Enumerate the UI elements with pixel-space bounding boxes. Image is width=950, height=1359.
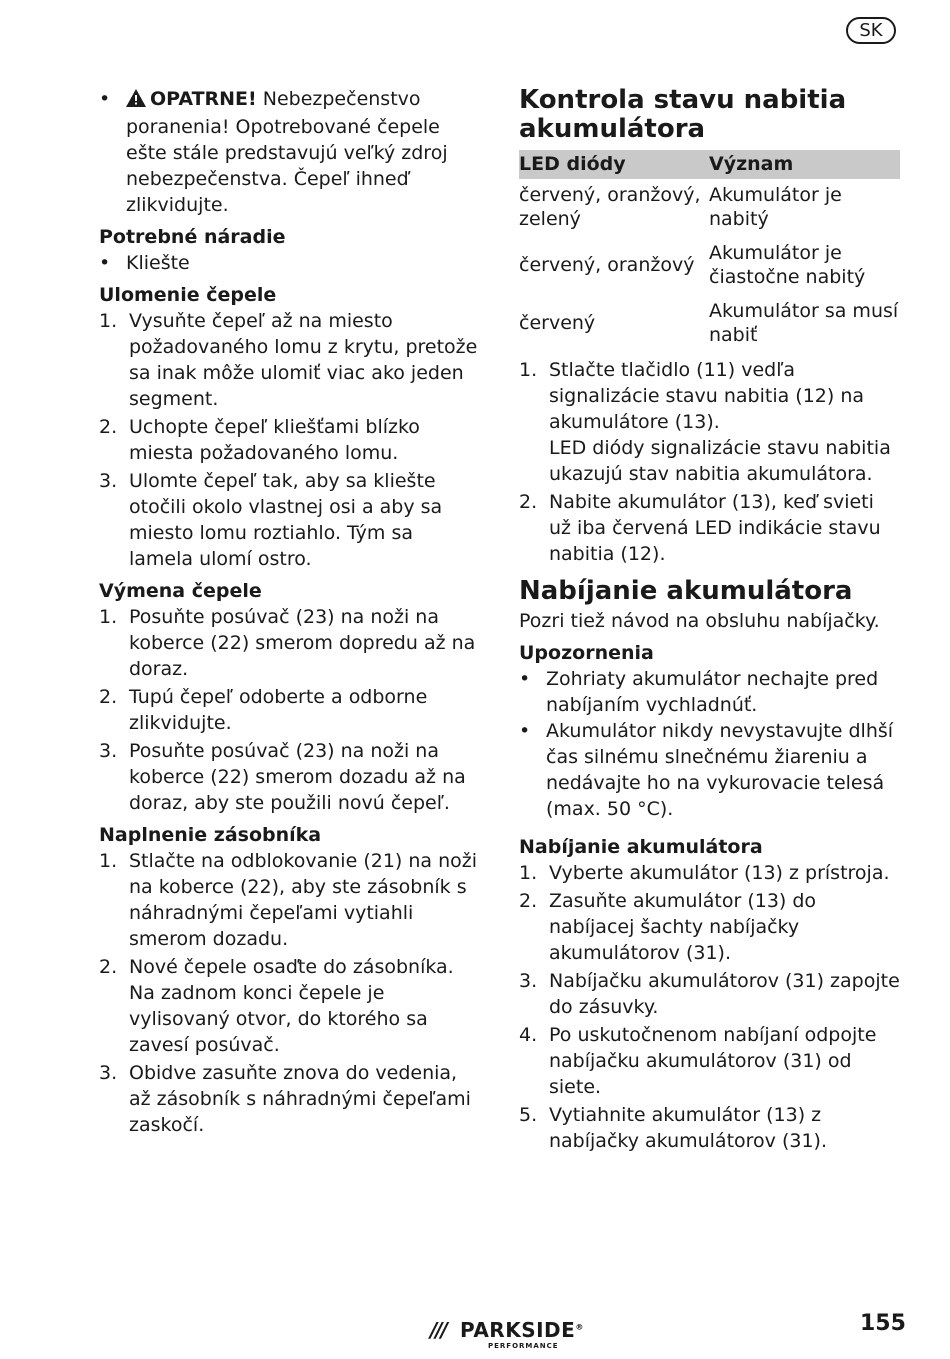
logo-slashes: ///: [430, 1318, 446, 1342]
charging-heading: Nabíjanie akumulátora: [519, 576, 853, 606]
notes-heading: Upozornenia: [519, 642, 654, 664]
fill-magazine-heading: Naplnenie zásobníka: [99, 824, 322, 846]
charge-check-step: 2. Nabite akumulátor (13), keď svieti už iba červená LED indikácie stavu nabitia (12).: [519, 491, 881, 565]
charging-intro: Pozri tiež návod na obsluhu nabíjačky.: [519, 610, 880, 632]
charging-step: 4. Po uskutočnenom nabíjaní odpojte nabíjačku akumulátorov (31) od siete.: [519, 1024, 877, 1098]
charge-check-heading: Kontrola stavu nabitia akumulátora: [519, 85, 847, 144]
warning-text: Nebezpečenstvo poranenia! Opotrebované čepele ešte stále predstavujú veľký zdroj nebezpečenstva. Čepeľ ihneď zlikvidujte.: [126, 88, 448, 216]
warning-bullet: [99, 86, 480, 218]
break-step: 3. Ulomte čepeľ tak, aby sa kliešte otočili okolo vlastnej osi a aby sa miesto lomu roztiahlo. Tým sa lamela ulomí ostro.: [99, 470, 443, 570]
charging-step: 5. Vytiahnite akumulátor (13) z nabíjačky akumulátorov (31).: [519, 1104, 827, 1152]
charging-step: 3. Nabíjačku akumulátorov (31) zapojte do zásuvky.: [519, 970, 900, 1018]
charging-step: 1. Vyberte akumulátor (13) z prístroja.: [519, 862, 890, 884]
led-table-cell: Akumulátor je čiastočne nabitý: [709, 242, 866, 288]
fill-step: 2. Nové čepele osaďte do zásobníka. Na zadnom konci čepele je vylisovaný otvor, do ktorého sa zavesí posúvač.: [99, 956, 454, 1056]
break-step: 2. Uchopte čepeľ kliešťami blízko miesta požadovaného lomu.: [99, 416, 420, 464]
charge-check-step: 1. Stlačte tlačidlo (11) vedľa signalizácie stavu nabitia (12) na akumulátore (13). LED diódy signalizácie stavu nabitia ukazujú stav nabitia akumulátora.: [519, 357, 900, 487]
break-step: 1. Vysuňte čepeľ až na miesto požadovaného lomu z krytu, pretože sa inak môže ulomiť viac ako jeden segment.: [99, 310, 478, 410]
fill-step: 1. Stlačte na odblokovanie (21) na noži na koberce (22), aby ste zásobník s náhradnými čepeľami vytiahli smerom dozadu.: [99, 850, 478, 950]
led-table-header: [519, 150, 900, 179]
left-column: [99, 86, 480, 1140]
tools-item: • Kliešte: [99, 252, 190, 274]
led-table-row: [519, 179, 900, 237]
charge-check-note: LED diódy signalizácie stavu nabitia ukazujú stav nabitia akumulátora.: [549, 437, 891, 485]
logo-tagline: PERFORMANCE: [488, 1342, 559, 1350]
fill-step: 3. Obidve zasuňte znova do vedenia, až zásobník s náhradnými čepeľami zaskočí.: [99, 1062, 471, 1136]
note-item: • Akumulátor nikdy nevystavujte dlhší čas silnému slnečnému žiareniu a nedávajte ho na vykurovacie telesá (max. 50 °C).: [519, 720, 894, 820]
page-number: 155: [860, 1311, 906, 1336]
led-table-cell: červený: [519, 312, 596, 334]
note-item: • Zohriaty akumulátor nechajte pred nabíjaním vychladnúť.: [519, 668, 879, 716]
replace-step: 3. Posuňte posúvač (23) na noži na koberce (22) smerom dozadu až na doraz, aby ste použili novú čepeľ.: [99, 740, 466, 814]
warning-triangle-icon: [126, 88, 146, 114]
replace-step: 2. Tupú čepeľ odoberte a odborne zlikvidujte.: [99, 686, 428, 734]
led-table-cell: červený, oranžový: [519, 254, 695, 276]
parkside-logo: [430, 1318, 590, 1354]
led-table-cell: Akumulátor je nabitý: [709, 184, 842, 230]
led-table: [519, 150, 900, 353]
led-table-row: [519, 237, 900, 295]
led-table-cell: Akumulátor sa musí nabiť: [709, 300, 899, 346]
led-table-header-cell: LED diódy: [519, 150, 709, 179]
tools-heading: Potrebné náradie: [99, 226, 286, 248]
break-blade-heading: Ulomenie čepele: [99, 284, 277, 306]
replace-step: 1. Posuňte posúvač (23) na noži na koberce (22) smerom dopredu až na doraz.: [99, 606, 476, 680]
charging-step: 2. Zasuňte akumulátor (13) do nabíjacej šachty nabíjačky akumulátorov (31).: [519, 890, 817, 964]
led-table-row: [519, 295, 900, 353]
language-badge: SK: [846, 17, 896, 44]
logo-brand: PARKSIDE®: [460, 1318, 584, 1342]
bullet-mark: •: [99, 88, 111, 110]
warning-label: OPATRNE!: [150, 88, 257, 110]
right-column: [519, 86, 900, 1156]
charging-sub-heading: Nabíjanie akumulátora: [519, 836, 763, 858]
led-table-header-cell: Význam: [709, 150, 900, 179]
led-table-cell: červený, oranžový, zelený: [519, 184, 701, 230]
replace-blade-heading: Výmena čepele: [99, 580, 262, 602]
